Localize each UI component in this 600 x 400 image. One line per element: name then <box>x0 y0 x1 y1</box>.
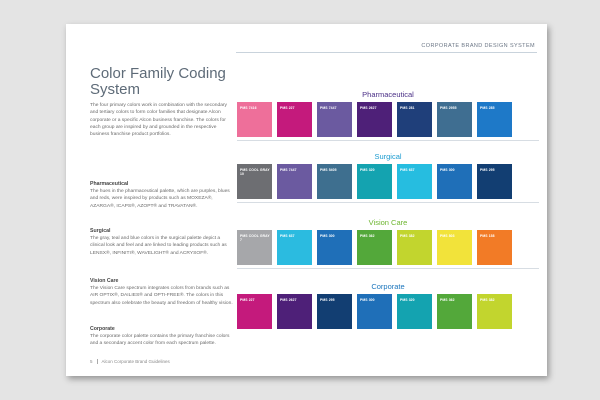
section-heading: Corporate <box>90 326 115 332</box>
palette-title: Surgical <box>374 152 402 161</box>
color-swatch <box>317 230 352 265</box>
swatch-label: PMS 300 <box>440 168 455 172</box>
palette-title: Corporate <box>371 282 405 291</box>
swatch-label: PMS COOL GRAY 10 <box>240 168 270 176</box>
color-swatch <box>277 294 312 329</box>
swatch-label: PMS 295 <box>480 168 495 172</box>
page-number: 5 <box>90 358 93 364</box>
color-swatch <box>277 164 312 199</box>
section-surgical <box>90 228 235 257</box>
swatch-label: PMS 637 <box>280 234 295 238</box>
swatch-label: PMS 362 <box>440 298 455 302</box>
color-swatch <box>437 230 472 265</box>
swatch-label: PMS 227 <box>280 106 295 110</box>
color-swatch <box>437 102 472 137</box>
swatch-label: PMS 2955 <box>440 106 457 110</box>
color-swatch <box>277 102 312 137</box>
palette-divider <box>237 268 539 269</box>
section-heading: Vision Care <box>90 278 119 284</box>
color-swatch <box>437 294 472 329</box>
swatch-label: PMS 285 <box>480 106 495 110</box>
palette-divider <box>237 140 539 141</box>
color-swatch <box>317 294 352 329</box>
palette-pharmaceutical <box>237 90 539 141</box>
color-swatch <box>277 230 312 265</box>
color-swatch <box>477 164 512 199</box>
section-corporate <box>90 326 235 348</box>
color-swatch <box>397 102 432 137</box>
swatch-label: PMS 320 <box>400 298 415 302</box>
color-swatch <box>477 294 512 329</box>
color-swatch <box>357 164 392 199</box>
color-swatch <box>357 230 392 265</box>
section-body: The corporate color palette contains the primary franchise colors and a secondary accent color from each spectrum palette. <box>90 334 230 347</box>
section-pharmaceutical <box>90 181 235 210</box>
palette-surgical <box>237 152 539 203</box>
section-heading: Surgical <box>90 228 111 234</box>
header-label: CORPORATE BRAND DESIGN SYSTEM <box>421 43 535 49</box>
swatch-label: PMS 158 <box>480 234 495 238</box>
color-swatch <box>477 102 512 137</box>
swatch-label: PMS COOL GRAY 7 <box>240 234 270 242</box>
color-swatch <box>397 230 432 265</box>
color-swatch <box>237 102 272 137</box>
palette-title: Pharmaceutical <box>362 90 414 99</box>
swatch-label: PMS 382 <box>480 298 495 302</box>
swatch-label: PMS 320 <box>360 168 375 172</box>
footer-text: Alcon Corporate Brand Guidelines <box>101 358 170 364</box>
swatch-label: PMS 2627 <box>360 106 377 110</box>
swatch-row <box>237 102 539 137</box>
color-swatch <box>357 102 392 137</box>
swatch-label: PMS 295 <box>320 298 335 302</box>
section-body: The gray, teal and blue colors in the surgical palette depict a clinical look and feel and are linked to leading products such as LENSX®, INFINITI®, WAVELIGHT® and ACRYSOF®. <box>90 236 227 256</box>
color-swatch <box>237 294 272 329</box>
swatch-label: PMS 2627 <box>280 298 297 302</box>
color-swatch <box>237 164 272 199</box>
swatch-label: PMS 300 <box>320 234 335 238</box>
page-footer <box>90 359 170 364</box>
color-swatch <box>477 230 512 265</box>
section-body: The Vision Care spectrum integrates colors from brands such as AIR OPTIX®, DAILIES® and OPTI-FREE®. The colors in this spectrum also celebrate the beauty and freedom of healthy vision. <box>90 286 233 306</box>
swatch-label: PMS 803 <box>440 234 455 238</box>
swatch-label: PMS 227 <box>240 298 255 302</box>
color-swatch <box>437 164 472 199</box>
swatch-row <box>237 230 539 265</box>
brochure-page <box>66 24 547 376</box>
swatch-label: PMS 5405 <box>320 168 337 172</box>
color-swatch <box>317 164 352 199</box>
intro-paragraph: The four primary colors work in combination with the secondary and tertiary colors to form color families that designate Alcon corporate or a specific Alcon business franchise. The colors for each group are inspired by and grounded in the respective business franchise product portfolios. <box>90 103 227 138</box>
swatch-label: PMS 362 <box>360 234 375 238</box>
palette-vision-care <box>237 218 539 269</box>
palette-corporate <box>237 282 539 329</box>
color-swatch <box>357 294 392 329</box>
swatch-label: PMS 637 <box>400 168 415 172</box>
palette-title: Vision Care <box>368 218 408 227</box>
page-title: Color Family Coding System <box>90 65 226 99</box>
swatch-row <box>237 294 539 329</box>
swatch-row <box>237 164 539 199</box>
section-body: The hues in the pharmaceutical palette, which are purples, blues and reds, were inspired by products such as MOXEZA®, AZARGA®, ICAPS®, AZOPT® and TRAVATAN®. <box>90 189 230 209</box>
swatch-label: PMS 7447 <box>320 106 337 110</box>
swatch-label: PMS 7416 <box>240 106 257 110</box>
section-vision-care <box>90 278 235 307</box>
swatch-label: PMS 281 <box>400 106 415 110</box>
color-swatch <box>317 102 352 137</box>
swatch-label: PMS 7447 <box>280 168 297 172</box>
swatch-label: PMS 300 <box>360 298 375 302</box>
swatch-label: PMS 382 <box>400 234 415 238</box>
footer-separator <box>97 359 98 364</box>
header-divider <box>236 52 537 53</box>
palette-divider <box>237 202 539 203</box>
section-heading: Pharmaceutical <box>90 181 129 187</box>
color-swatch <box>397 294 432 329</box>
color-swatch <box>397 164 432 199</box>
color-swatch <box>237 230 272 265</box>
